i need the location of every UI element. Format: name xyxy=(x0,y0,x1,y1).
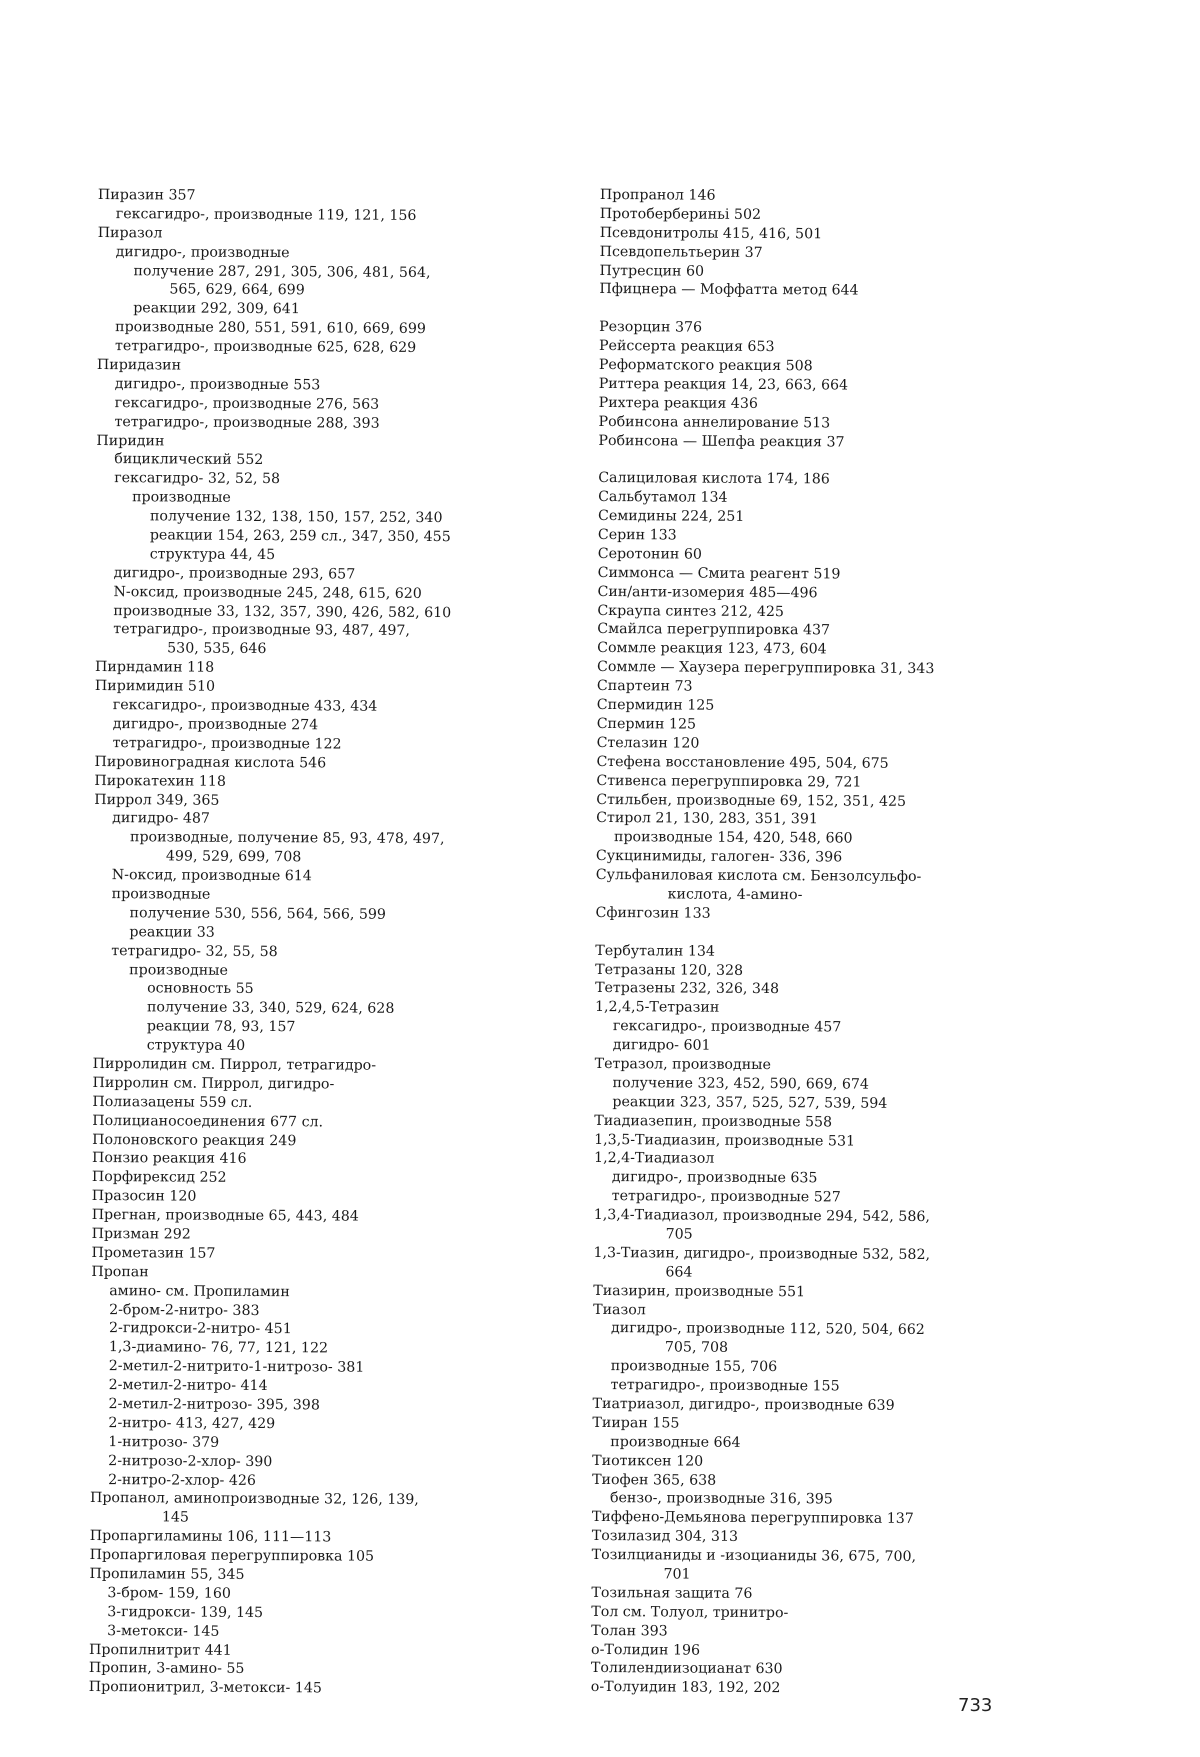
index-entry: 1,3,4-Тиадиазол, производные 294, 542, 586, xyxy=(593,1207,930,1226)
index-entry: Тол см. Толуол, тринитро- xyxy=(591,1603,789,1621)
index-entry: Тетразол, производные xyxy=(594,1055,771,1074)
index-entry: Робинсона аннелирование 513 xyxy=(598,413,831,432)
index-subentry: бензо-, производные 316, 395 xyxy=(609,1490,833,1508)
index-subentry: 2-гидрокси-2-нитро- 451 xyxy=(108,1320,292,1338)
index-left-column xyxy=(89,186,568,1700)
index-entry: Тиофен 365, 638 xyxy=(592,1471,717,1489)
index-entry: Псевдопельтьерин 37 xyxy=(599,243,763,261)
index-subentry: дигидро-, производные 293, 657 xyxy=(113,564,356,583)
index-subentry: тетрагидро-, производные 155 xyxy=(610,1377,840,1395)
index-subentry: 705 xyxy=(665,1226,693,1243)
index-subentry: гексагидро-, производные 457 xyxy=(612,1018,842,1036)
index-entry: Стивенса перегруппировка 29, 721 xyxy=(596,772,862,791)
index-entry: о-Толуидин 183, 192, 202 xyxy=(590,1679,781,1697)
index-entry: Пропиламин 55, 345 xyxy=(89,1565,245,1583)
index-subentry: кислота, 4-амино- xyxy=(667,886,803,904)
index-entry: Путресцин 60 xyxy=(599,262,705,280)
index-subentry: получение 287, 291, 305, 306, 481, 564, xyxy=(133,262,431,281)
index-entry: Сфингозин 133 xyxy=(595,904,711,922)
index-entry: Тиазол xyxy=(593,1301,646,1318)
index-subentry: 2-метил-2-нитрозо- 395, 398 xyxy=(108,1396,320,1414)
index-entry: 1,2,4,5-Тетразин xyxy=(594,999,720,1017)
index-entry: Тетразены 232, 326, 348 xyxy=(595,980,780,998)
index-subentry: 2-нитрозо-2-хлор- 390 xyxy=(108,1452,273,1470)
index-subentry: дигидро-, производные 553 xyxy=(114,376,321,394)
index-subentry: 499, 529, 699, 708 xyxy=(165,848,302,866)
index-entry: Тиотиксен 120 xyxy=(592,1452,704,1470)
index-subentry: структура 44, 45 xyxy=(149,546,276,564)
index-entry: Салициловая кислота 174, 186 xyxy=(598,470,830,488)
index-subentry: 1-нитрозо- 379 xyxy=(108,1433,220,1451)
index-entry: Син/анти-изомерия 485—496 xyxy=(597,583,818,602)
index-entry: Порфирексид 252 xyxy=(91,1169,227,1187)
index-subentry: тетрагидро- 32, 55, 58 xyxy=(111,942,278,960)
index-subentry: 530, 535, 646 xyxy=(167,640,267,658)
index-subentry: реакции 154, 263, 259 сл., 347, 350, 455 xyxy=(149,527,451,546)
index-entry: Пировиноградная кислота 546 xyxy=(94,753,327,772)
index-subentry: производные 155, 706 xyxy=(610,1358,778,1376)
index-entry: Пропаргиламины 106, 111—113 xyxy=(89,1528,332,1546)
index-entry: Смайлса перегруппировка 437 xyxy=(597,621,831,639)
index-entry: Тозилцианиды и -изоцианиды 36, 675, 700, xyxy=(591,1547,917,1566)
index-entry: Тетразаны 120, 328 xyxy=(595,961,744,979)
index-subentry: 2-нитро-2-хлор- 426 xyxy=(108,1471,256,1489)
index-entry: Пиррол 349, 365 xyxy=(94,791,220,809)
index-subentry: тетрагидро-, производные 288, 393 xyxy=(114,413,380,432)
index-entry: Стелазин 120 xyxy=(596,734,700,752)
index-subentry: 145 xyxy=(161,1509,190,1526)
index-subentry: гексагидро-, производные 433, 434 xyxy=(112,697,378,715)
index-subentry: 664 xyxy=(665,1264,693,1281)
index-entry: Пирролин см. Пиррол, дигидро- xyxy=(92,1074,335,1093)
index-entry: Резорцин 376 xyxy=(599,319,703,336)
index-subentry: производные, получение 85, 93, 478, 497, xyxy=(129,829,445,848)
index-entry: Псевдонитролы 415, 416, 501 xyxy=(599,224,823,243)
index-entry: о-Толидин 196 xyxy=(591,1641,701,1659)
index-subentry: 3-бром- 159, 160 xyxy=(107,1584,231,1602)
index-entry: Тиффено-Демьянова перегруппировка 137 xyxy=(591,1509,914,1528)
index-entry: Пропан xyxy=(91,1263,149,1281)
index-entry: Сукцинимиды, галоген- 336, 396 xyxy=(595,848,843,866)
index-subentry: дигидро-, производные 112, 520, 504, 662 xyxy=(610,1320,925,1339)
index-entry: Стильбен, производные 69, 152, 351, 425 xyxy=(596,791,907,810)
index-subentry: N-оксид, производные 245, 248, 615, 620 xyxy=(113,583,422,602)
index-entry: Семидины 224, 251 xyxy=(597,508,745,526)
index-right-column xyxy=(591,186,1050,1700)
index-entry: 1,3,5-Тиадиазин, производные 531 xyxy=(594,1131,856,1150)
index-subentry: 3-метокси- 145 xyxy=(107,1622,220,1640)
index-entry: Призман 292 xyxy=(91,1225,191,1243)
index-entry: Спермидин 125 xyxy=(596,697,715,714)
index-entry: Пропранол 146 xyxy=(599,186,716,204)
index-entry: 1,3-Тиазин, дигидро-, производные 532, 582, xyxy=(593,1244,931,1263)
index-subentry: производные xyxy=(132,489,231,507)
index-entry: Тиазирин, производные 551 xyxy=(593,1282,806,1300)
index-entry: Пропин, 3-амино- 55 xyxy=(88,1660,245,1678)
index-entry: Пиразин 357 xyxy=(97,186,196,204)
index-entry: Полиазацены 559 сл. xyxy=(92,1093,253,1111)
index-subentry: производные 280, 551, 591, 610, 669, 699 xyxy=(115,319,426,338)
index-entry: Прометазин 157 xyxy=(91,1244,216,1262)
page-number: 733 xyxy=(958,1695,993,1716)
index-subentry: получение 530, 556, 564, 566, 599 xyxy=(129,905,387,923)
index-entry: Пропаргиловая перегруппировка 105 xyxy=(89,1547,375,1565)
index-subentry: 1,3-диамино- 76, 77, 121, 122 xyxy=(108,1339,329,1357)
index-entry: Спермин 125 xyxy=(596,715,697,733)
index-subentry: реакции 33 xyxy=(129,923,215,941)
index-subentry: дигидро- 601 xyxy=(612,1037,711,1054)
index-entry: Празосин 120 xyxy=(91,1188,197,1205)
index-entry: Серин 133 xyxy=(597,527,677,544)
index-entry: Пропионитрил, 3-метокси- 145 xyxy=(88,1679,322,1697)
index-subentry: основность 55 xyxy=(147,980,254,998)
index-subentry: дигидро-, производные 274 xyxy=(112,716,319,734)
index-entry: Пиридин xyxy=(96,432,165,449)
index-subentry: получение 33, 340, 529, 624, 628 xyxy=(146,999,395,1018)
index-subentry: амино- см. Пропиламин xyxy=(109,1282,290,1300)
index-subentry: дигидро-, производные 635 xyxy=(611,1169,818,1187)
index-entry: Полицианосоединения 677 сл. xyxy=(92,1112,324,1131)
index-entry: Понзио реакция 416 xyxy=(92,1150,247,1168)
index-subentry: тетрагидро-, производные 93, 487, 497, xyxy=(113,621,410,640)
index-entry: Тербуталин 134 xyxy=(595,942,716,960)
index-subentry: тетрагидро-, производные 122 xyxy=(112,734,342,753)
index-entry: Риттера реакция 14, 23, 663, 664 xyxy=(598,375,849,394)
index-entry: Протобербериньі 502 xyxy=(599,205,762,223)
index-subentry: получение 323, 452, 590, 669, 674 xyxy=(612,1074,870,1093)
index-entry: Прегнан, производные 65, 443, 484 xyxy=(91,1207,359,1225)
index-subentry: получение 132, 138, 150, 157, 252, 340 xyxy=(149,508,443,527)
index-subentry: гексагидро-, производные 119, 121, 156 xyxy=(115,206,417,224)
index-subentry: 705, 708 xyxy=(664,1339,729,1357)
index-entry: Пропилнитрит 441 xyxy=(89,1641,232,1659)
index-entry: Тиадиазепин, производные 558 xyxy=(594,1112,833,1131)
index-entry: Тозилазид 304, 313 xyxy=(591,1528,739,1546)
index-entry: Тиатриазол, дигидро-, производные 639 xyxy=(592,1395,895,1414)
index-subentry: производные 664 xyxy=(610,1433,741,1451)
index-entry: 1,2,4-Тиадиазол xyxy=(594,1150,715,1168)
index-subentry: 565, 629, 664, 699 xyxy=(169,281,305,299)
index-subentry: структура 40 xyxy=(146,1037,246,1054)
index-subentry: 2-метил-2-нитрито-1-нитрозо- 381 xyxy=(108,1358,365,1376)
index-subentry: реакции 323, 357, 525, 527, 539, 594 xyxy=(612,1093,888,1112)
index-subentry: 2-нитро- 413, 427, 429 xyxy=(108,1414,276,1432)
index-subentry: реакции 78, 93, 157 xyxy=(146,1018,296,1036)
index-subentry: дигидро- 487 xyxy=(112,810,211,828)
index-entry: Скраупа синтез 212, 425 xyxy=(597,602,785,620)
index-subentry: тетрагидро-, производные 527 xyxy=(611,1188,841,1206)
index-subentry: 2-бром-2-нитро- 383 xyxy=(109,1301,260,1319)
index-subentry: 3-гидрокси- 139, 145 xyxy=(107,1603,264,1621)
index-entry: Серотонин 60 xyxy=(597,545,703,563)
index-entry: Робинсона — Шепфа реакция 37 xyxy=(598,432,845,451)
index-entry: Толан 393 xyxy=(591,1622,668,1640)
index-entry: Тозильная защита 76 xyxy=(591,1584,753,1602)
index-entry: Соммле реакция 123, 473, 604 xyxy=(597,640,827,658)
index-subentry: реакции 292, 309, 641 xyxy=(133,300,300,318)
index-entry: Пиридазин xyxy=(96,357,182,374)
index-subentry: 2-метил-2-нитро- 414 xyxy=(108,1377,268,1395)
index-entry: Спартеин 73 xyxy=(596,678,693,695)
index-entry: Пиримидин 510 xyxy=(94,678,216,695)
index-subentry: тетрагидро-, производные 625, 628, 629 xyxy=(114,338,417,357)
index-subentry: 701 xyxy=(663,1566,691,1583)
index-entry: Пирокатехин 118 xyxy=(94,772,226,790)
index-subentry: дигидро-, производные xyxy=(115,243,290,261)
index-entry: Толилендиизоцианат 630 xyxy=(590,1660,783,1678)
index-subentry: бициклический 552 xyxy=(114,451,264,469)
index-entry: Соммле — Хаузера перегруппировка 31, 343 xyxy=(597,659,935,678)
index-subentry: N-оксид, производные 614 xyxy=(111,867,312,885)
index-entry: Тииран 155 xyxy=(592,1414,680,1432)
index-entry: Пирндамин 118 xyxy=(95,659,215,676)
index-subentry: производные 154, 420, 548, 660 xyxy=(613,829,853,847)
index-entry: Стефена восстановление 495, 504, 675 xyxy=(596,753,889,772)
index-subentry: производные xyxy=(129,961,228,979)
index-entry: Симмонса — Смита реагент 519 xyxy=(597,564,841,583)
index-entry: Рихтера реакция 436 xyxy=(598,394,758,412)
index-subentry: производные xyxy=(111,886,211,903)
index-entry: Сульфаниловая кислота см. Бензолсульфо- xyxy=(595,867,922,886)
index-entry: Пирролидин см. Пиррол, тетрагидро- xyxy=(92,1055,377,1074)
index-entry: Полоновского реакция 249 xyxy=(92,1131,297,1149)
index-entry: Сальбутамол 134 xyxy=(598,489,728,507)
index-entry: Реформатского реакция 508 xyxy=(598,357,813,375)
index-entry: Рейссерта реакция 653 xyxy=(598,338,775,356)
index-subentry: производные 33, 132, 357, 390, 426, 582, 610 xyxy=(113,602,452,621)
index-entry: Стирол 21, 130, 283, 351, 391 xyxy=(596,810,818,828)
index-entry: Пфицнера — Моффатта метод 644 xyxy=(599,281,859,300)
index-entry: Пропанол, аминопроизводные 32, 126, 139, xyxy=(89,1490,419,1509)
index-entry: Пиразол xyxy=(97,224,163,242)
index-subentry: гексагидро-, производные 276, 563 xyxy=(114,394,380,413)
index-subentry: гексагидро- 32, 52, 58 xyxy=(114,470,281,488)
